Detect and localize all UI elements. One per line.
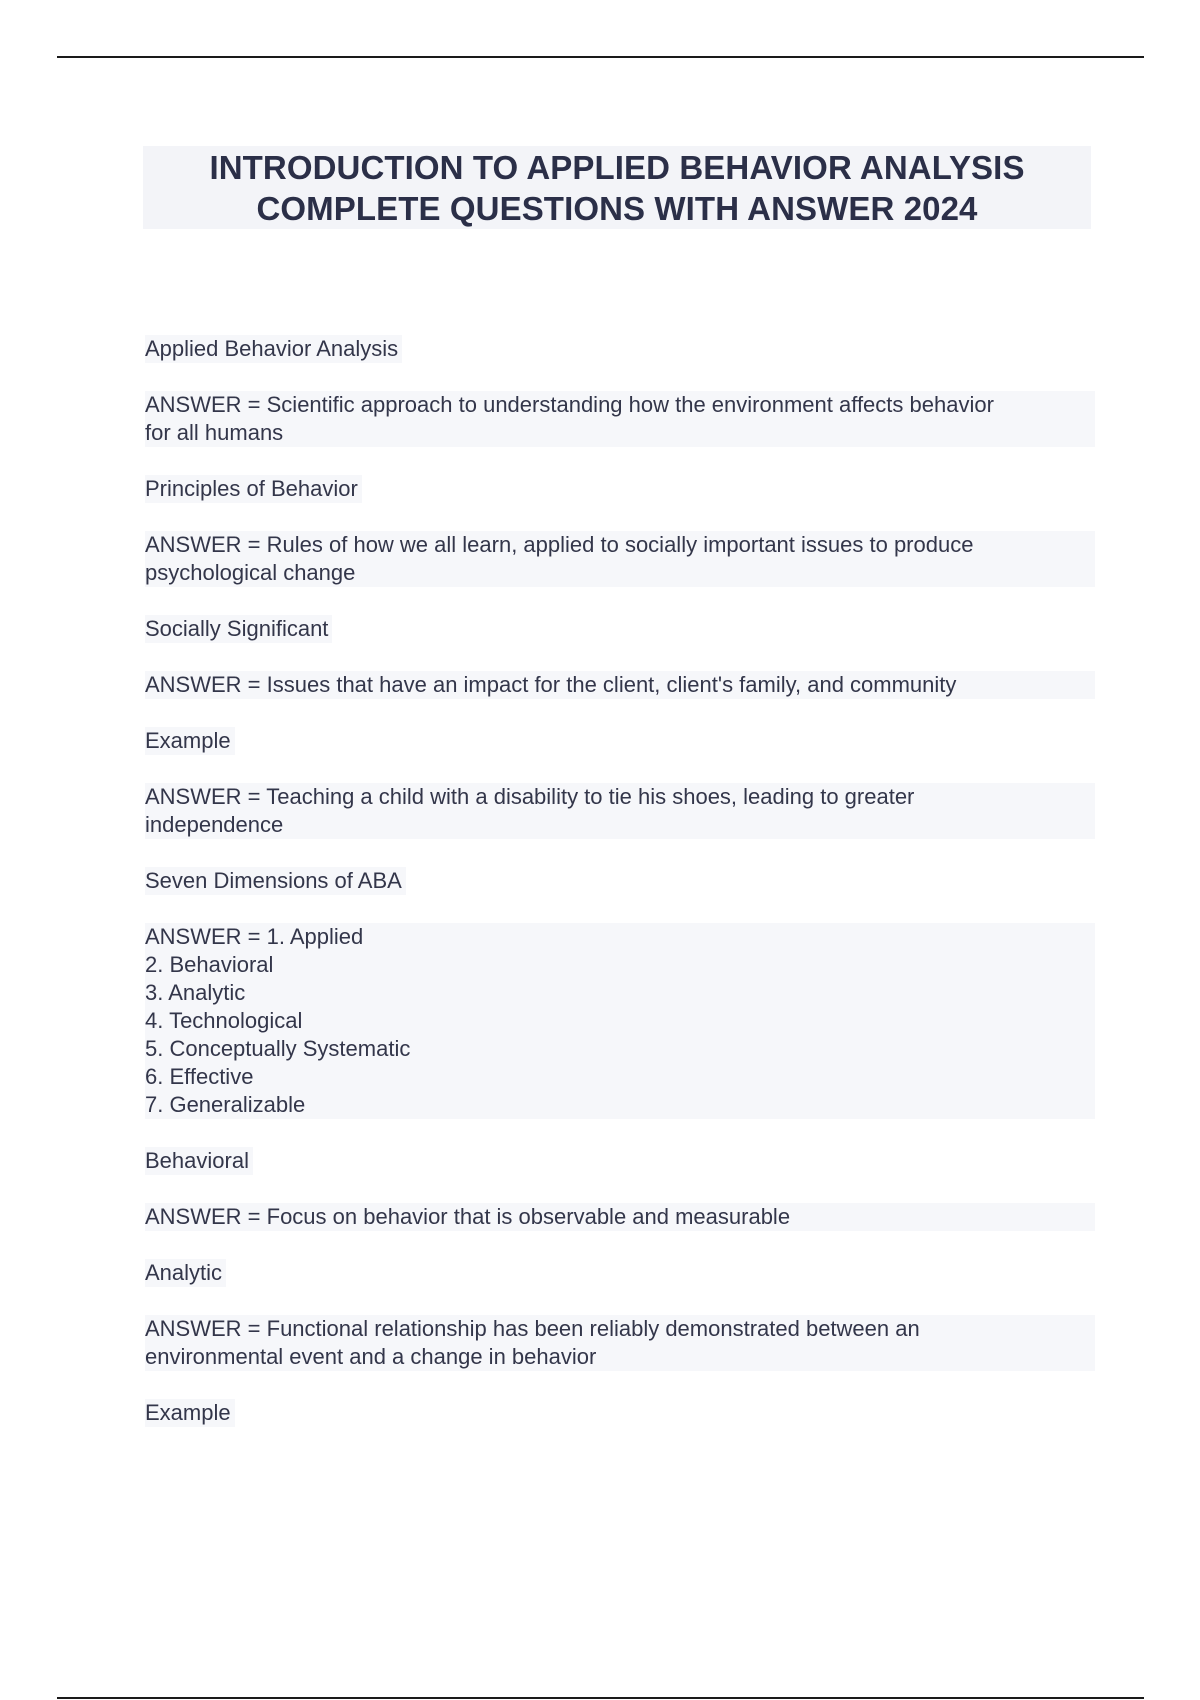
qa-item (145, 335, 1095, 447)
qa-item (145, 475, 1095, 587)
answer-text: ANSWER = Scientific approach to understanding how the environment affects behavior for all humans (145, 391, 1095, 447)
qa-item (145, 1399, 1095, 1455)
qa-item (145, 867, 1095, 1119)
qa-item (145, 615, 1095, 699)
question-text: Principles of Behavior (145, 475, 362, 503)
answer-text: ANSWER = Functional relationship has been reliably demonstrated between an environmental event and a change in behavior (145, 1315, 1095, 1371)
document-title (143, 146, 1091, 229)
answer-text: ANSWER = Issues that have an impact for the client, client's family, and community (145, 671, 1095, 699)
answer-text: ANSWER = Rules of how we all learn, applied to socially important issues to produce psychological change (145, 531, 1095, 587)
qa-list (145, 335, 1095, 1455)
qa-item (145, 1147, 1095, 1231)
question-text: Example (145, 727, 235, 755)
question-text: Analytic (145, 1259, 226, 1287)
title-line-1: INTRODUCTION TO APPLIED BEHAVIOR ANALYSIS (209, 148, 1025, 186)
question-text: Behavioral (145, 1147, 253, 1175)
bottom-divider (57, 1697, 1144, 1699)
qa-item (145, 1259, 1095, 1371)
question-text: Applied Behavior Analysis (145, 335, 402, 363)
answer-text: ANSWER = Focus on behavior that is observable and measurable (145, 1203, 1095, 1231)
title-line-2: COMPLETE QUESTIONS WITH ANSWER 2024 (256, 189, 978, 227)
qa-item (145, 727, 1095, 839)
answer-text: ANSWER = Teaching a child with a disability to tie his shoes, leading to greater independence (145, 783, 1095, 839)
question-text: Socially Significant (145, 615, 332, 643)
question-text: Example (145, 1399, 235, 1427)
question-text: Seven Dimensions of ABA (145, 867, 406, 895)
top-divider (57, 56, 1144, 58)
answer-text: ANSWER = 1. Applied 2. Behavioral 3. Analytic 4. Technological 5. Conceptually Systematic 6. Effective 7. Generalizable (145, 923, 1095, 1119)
